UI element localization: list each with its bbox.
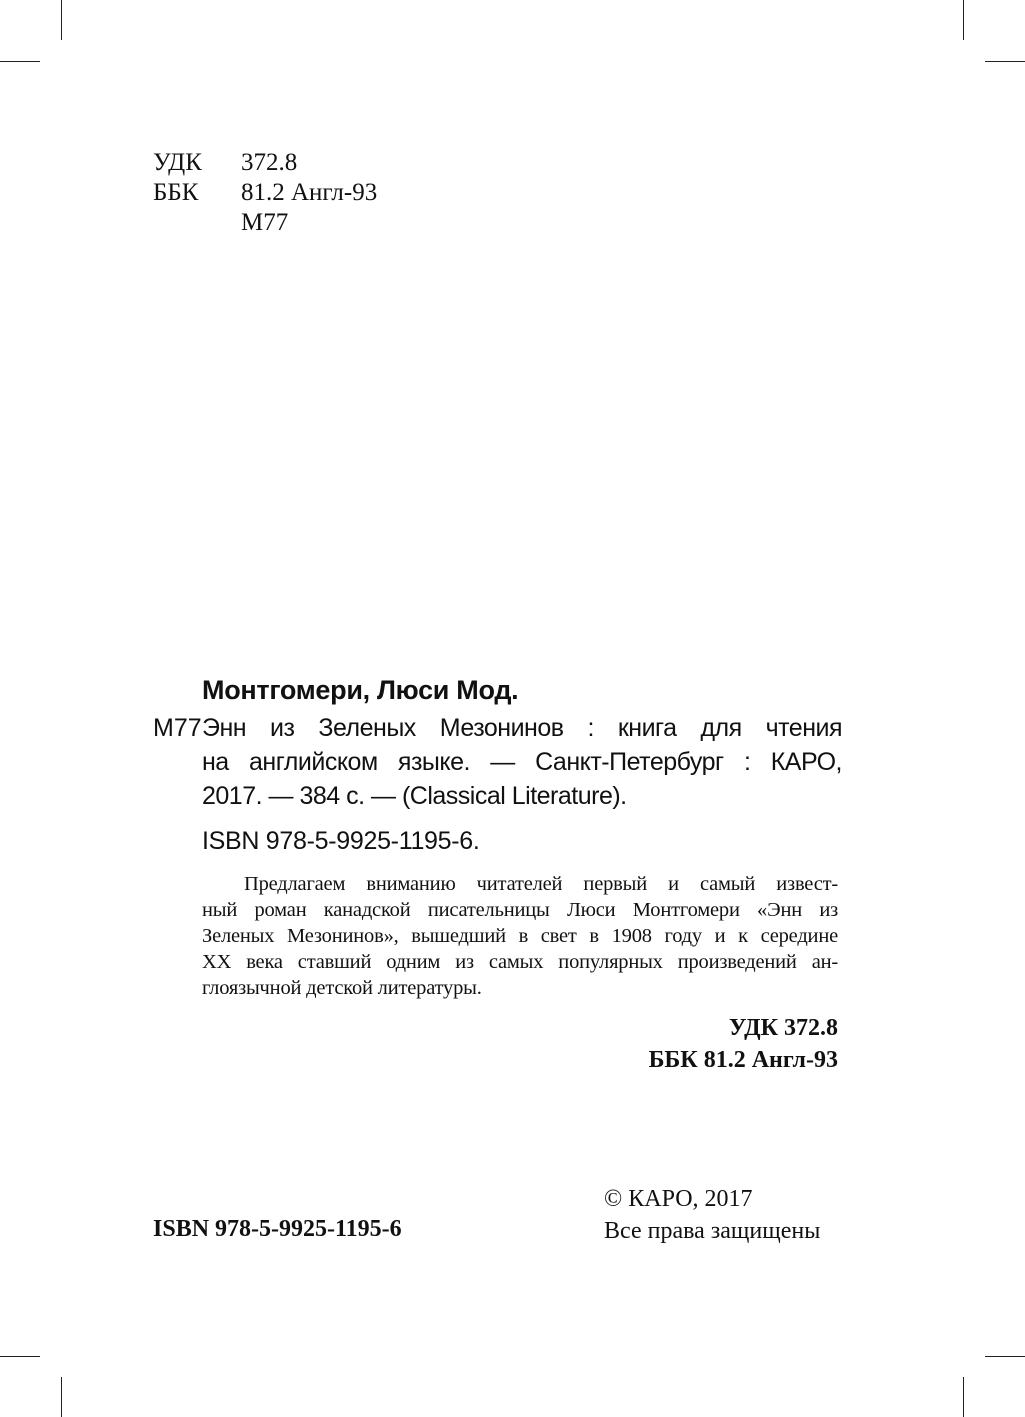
udk-code: УДК 372.8 (728, 1015, 838, 1041)
crop-mark (963, 1377, 964, 1417)
author-sign-row (153, 208, 377, 238)
crop-mark (985, 1356, 1025, 1357)
annotation-line: Предлагаем вниманию читателей первый и самый извест- (244, 873, 838, 895)
record-author: Монтгомери, Люси Мод. (202, 675, 519, 705)
annotation-line: XX века ставший одним из самых популярных произведений ан- (202, 951, 838, 973)
record-line: Энн из Зеленых Мезонинов : книга для чтения (202, 714, 842, 742)
annotation-line: глоязычной детской литературы. (202, 977, 482, 999)
bbk-row (153, 178, 377, 208)
footer-copyright (604, 1183, 820, 1247)
crop-mark (985, 61, 1025, 62)
crop-mark (963, 0, 964, 40)
record-line: на английском языке. — Санкт-Петербург : КАРО, (202, 748, 842, 776)
annotation-line: ный роман канадской писательницы Люси Монтгомери «Энн из (202, 899, 838, 921)
record-line: 2017. — 384 с. — (Classical Literature). (202, 782, 627, 810)
crop-mark (0, 61, 40, 62)
bbk-label: ББК (153, 179, 199, 206)
crop-mark (61, 1377, 62, 1417)
bbk-code: ББК 81.2 Англ-93 (648, 1047, 838, 1073)
record-code: М77 (153, 714, 202, 742)
udk-value: 372.8 (241, 149, 298, 176)
copyright-line: © КАРО, 2017 (604, 1186, 753, 1212)
crop-mark (61, 0, 62, 40)
classification-block (153, 148, 377, 238)
record-description (202, 711, 842, 813)
crop-mark (0, 1356, 40, 1357)
codes-right (649, 1012, 838, 1076)
rights-line: Все права защищены (604, 1218, 821, 1244)
annotation-line: Зеленых Мезонинов», вышедший в свет в 1908 году и к середине (202, 925, 838, 947)
bbk-value: 81.2 Англ-93 (241, 179, 378, 206)
udk-row (153, 148, 377, 178)
footer-isbn: ISBN 978-5-9925-1195-6 (153, 1216, 402, 1242)
annotation (202, 871, 838, 1001)
author-sign: М77 (241, 209, 289, 236)
record-isbn: ISBN 978-5-9925-1195-6. (202, 827, 480, 855)
udk-label: УДК (153, 149, 202, 176)
